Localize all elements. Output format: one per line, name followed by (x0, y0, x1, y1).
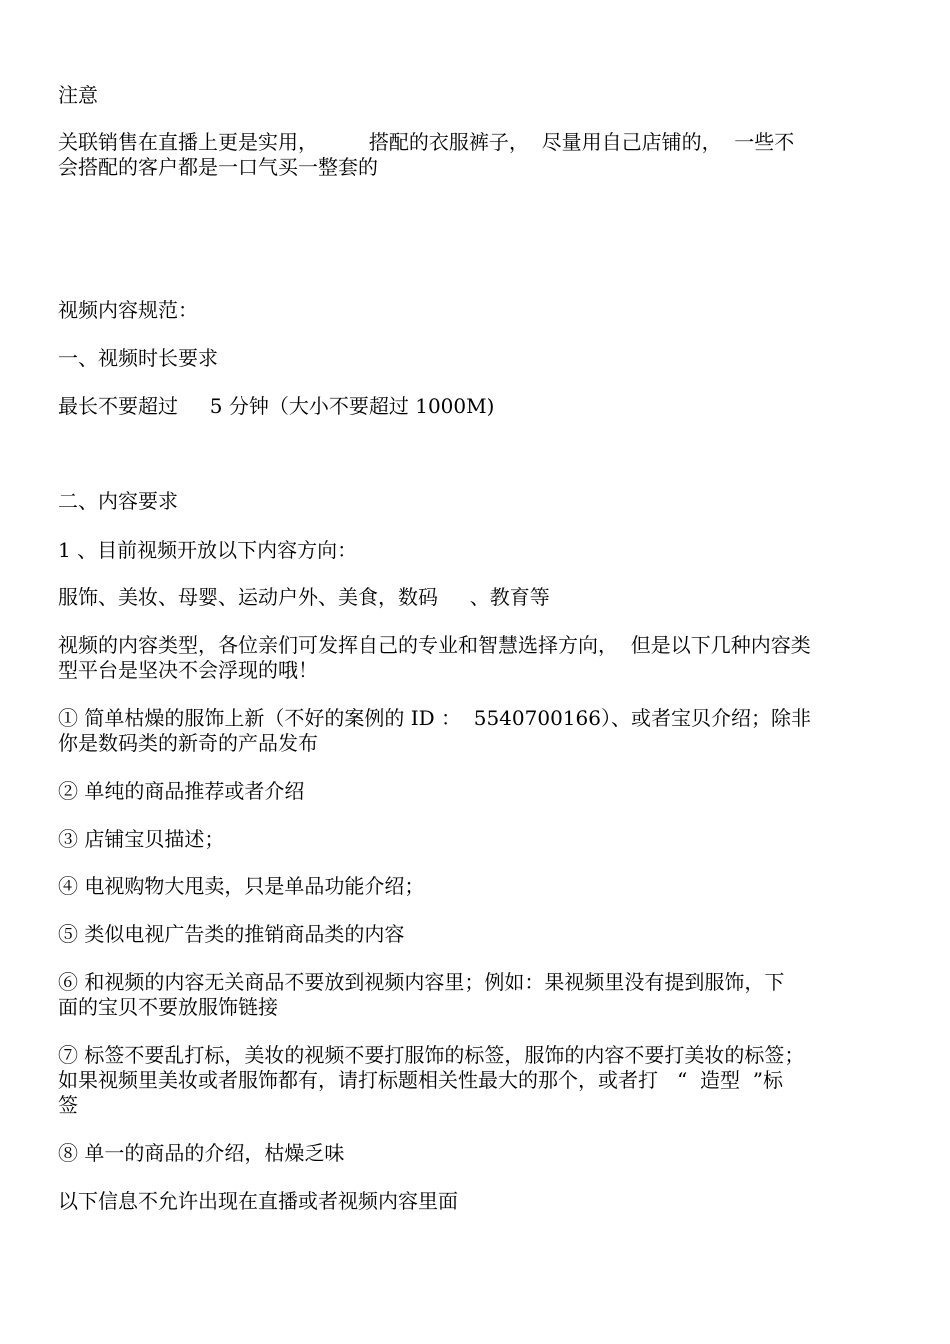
section1-text: 最长不要超过 5 分钟（大小不要超过 1000M) (58, 394, 495, 418)
spec-heading: 视频内容规范： (58, 298, 198, 322)
section2-title: 二、内容要求 (58, 489, 178, 513)
rule-7-line-2: 如果视频里美妆或者服饰都有，请打标题相关性最大的那个，或者打 “ 造型 ”标 (58, 1068, 783, 1092)
rule-1-line-1: ① 简单枯燥的服饰上新（不好的案例的 ID ： 5540700166）、或者宝贝介绍；除非 (58, 706, 811, 730)
rule-3: ③ 店铺宝贝描述； (58, 827, 225, 851)
section1-title: 一、视频时长要求 (58, 346, 218, 370)
footer-text: 以下信息不允许出现在直播或者视频内容里面 (58, 1189, 458, 1213)
rule-6-line-2: 面的宝贝不要放服饰链接 (58, 995, 278, 1019)
note-line-2: 会搭配的客户都是一口气买一整套的 (58, 155, 378, 179)
content-directions: 服饰、美妆、母婴、运动户外、美食，数码 、教育等 (58, 585, 550, 609)
rule-5: ⑤ 类似电视广告类的推销商品类的内容 (58, 922, 405, 946)
item1-title: 1 、目前视频开放以下内容方向： (58, 538, 358, 562)
rule-4: ④ 电视购物大甩卖，只是单品功能介绍； (58, 874, 425, 898)
rule-8: ⑧ 单一的商品的介绍，枯燥乏味 (58, 1141, 345, 1165)
rule-6-line-1: ⑥ 和视频的内容无关商品不要放到视频内容里；例如：果视频里没有提到服饰，下 (58, 970, 785, 994)
note-heading: 注意 (58, 83, 98, 107)
types-line-2: 型平台是坚决不会浮现的哦！ (58, 658, 318, 682)
types-line-1: 视频的内容类型，各位亲们可发挥自己的专业和智慧选择方向， 但是以下几种内容类 (58, 633, 811, 657)
rule-1-line-2: 你是数码类的新奇的产品发布 (58, 731, 318, 755)
rule-7-line-3: 签 (58, 1093, 78, 1117)
rule-2: ② 单纯的商品推荐或者介绍 (58, 779, 305, 803)
rule-7-line-1: ⑦ 标签不要乱打标，美妆的视频不要打服饰的标签，服饰的内容不要打美妆的标签； (58, 1043, 805, 1067)
note-line-1: 关联销售在直播上更是实用， 搭配的衣服裤子， 尽量用自己店铺的， 一些不 (58, 130, 795, 154)
